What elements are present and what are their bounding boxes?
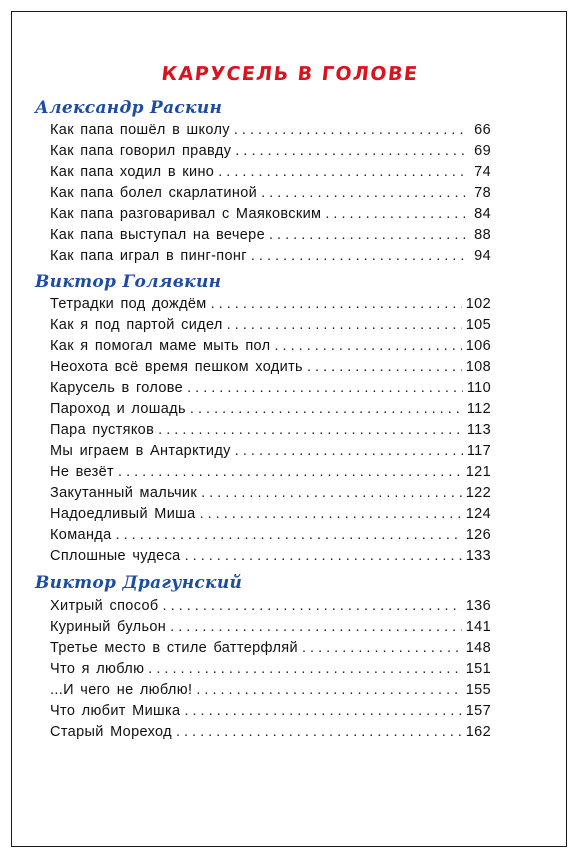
- toc-entry: [50, 141, 491, 161]
- toc-entry-title: Карусель в голове: [50, 380, 184, 396]
- dot-leader: [302, 638, 462, 658]
- toc-entry-page: 141: [465, 619, 491, 635]
- toc-entry-title: Как я под партой сидел: [50, 317, 223, 333]
- toc-entry-title: Не везёт: [50, 464, 115, 480]
- toc-entry-title: Пара пустяков: [50, 422, 155, 438]
- toc-entry-title: Пароход и лошадь: [50, 401, 186, 417]
- toc-entry: [50, 617, 491, 637]
- toc-entry: [50, 378, 491, 398]
- toc-entry-page: 74: [474, 164, 491, 180]
- toc-entry: [50, 722, 491, 742]
- toc-entry-title: Как папа пошёл в школу: [50, 122, 230, 138]
- toc-entry: [50, 183, 491, 203]
- toc-entry: [50, 525, 491, 545]
- toc-entry-page: 88: [474, 227, 491, 243]
- author-heading-raskin: Александр Раскин: [35, 98, 223, 118]
- toc-entry-title: Мы играем в Антарктиду: [50, 443, 231, 459]
- toc-entry: [50, 204, 491, 224]
- dot-leader: [158, 420, 463, 440]
- dot-leader: [116, 525, 462, 545]
- toc-entry: [50, 336, 491, 356]
- toc-entry-title: Что любит Мишка: [50, 703, 181, 719]
- dot-leader: [218, 162, 465, 182]
- dot-leader: [185, 546, 462, 566]
- toc-entry-page: 121: [465, 464, 491, 480]
- author-heading-dragunsky: Виктор Драгунский: [35, 573, 243, 593]
- toc-entry-page: 102: [465, 296, 491, 312]
- toc-entry-title: Сплошные чудеса: [50, 548, 181, 564]
- toc-entry-title: Надоедливый Миша: [50, 506, 196, 522]
- dot-leader: [235, 441, 463, 461]
- dot-leader: [170, 617, 462, 637]
- toc-entry: [50, 504, 491, 524]
- toc-entry: [50, 638, 491, 658]
- toc-entry-title: Команда: [50, 527, 112, 543]
- toc-entry-page: 148: [465, 640, 491, 656]
- toc-entry-page: 151: [465, 661, 491, 677]
- toc-entry-page: 110: [466, 380, 491, 396]
- toc-entry-title: Закутанный мальчик: [50, 485, 198, 501]
- toc-entry-page: 84: [474, 206, 491, 222]
- toc-entry-page: 124: [465, 506, 491, 522]
- toc-entry: [50, 246, 491, 266]
- dot-leader: [274, 336, 461, 356]
- toc-entry: [50, 225, 491, 245]
- dot-leader: [235, 141, 465, 161]
- toc-entry-title: Старый Мореход: [50, 724, 172, 740]
- toc-entry: [50, 546, 491, 566]
- toc-entry-page: 157: [465, 703, 491, 719]
- toc-entry-title: Как папа играл в пинг-понг: [50, 248, 247, 264]
- toc-entry-page: 155: [465, 682, 491, 698]
- dot-leader: [269, 225, 465, 245]
- dot-leader: [211, 294, 462, 314]
- toc-entry: [50, 162, 491, 182]
- dot-leader: [163, 596, 462, 616]
- toc-entry-page: 94: [474, 248, 491, 264]
- toc-entry: [50, 357, 491, 377]
- toc-entry-title: ...И чего не люблю!: [50, 682, 193, 698]
- toc-entry: [50, 483, 491, 503]
- dot-leader: [176, 722, 462, 742]
- toc-entry: [50, 680, 491, 700]
- toc-entry: [50, 462, 491, 482]
- dot-leader: [325, 204, 465, 224]
- toc-entry-page: 122: [465, 485, 491, 501]
- dot-leader: [187, 378, 463, 398]
- toc-entry-page: 105: [465, 317, 491, 333]
- dot-leader: [234, 120, 465, 140]
- toc-entry-title: Что я люблю: [50, 661, 145, 677]
- toc-entry: [50, 420, 491, 440]
- toc-entry-page: 113: [466, 422, 491, 438]
- dot-leader: [190, 399, 463, 419]
- toc-entry-page: 162: [465, 724, 491, 740]
- toc-entry: [50, 120, 491, 140]
- toc-entry-title: Хитрый способ: [50, 598, 159, 614]
- toc-entry-title: Как папа говорил правду: [50, 143, 232, 159]
- toc-entry-page: 136: [465, 598, 491, 614]
- toc-entry-title: Неохота всё время пешком ходить: [50, 359, 303, 375]
- toc-entry: [50, 659, 491, 679]
- toc-entry-title: Как папа выступал на вечере: [50, 227, 265, 243]
- dot-leader: [200, 504, 462, 524]
- toc-entry-title: Тетрадки под дождём: [50, 296, 207, 312]
- toc-entry-title: Как папа разговаривал с Маяковским: [50, 206, 322, 222]
- toc-entry-title: Куриный бульон: [50, 619, 167, 635]
- dot-leader: [184, 701, 461, 721]
- toc-entry: [50, 399, 491, 419]
- toc-entry-page: 133: [465, 548, 491, 564]
- toc-entry-title: Как папа болел скарлатиной: [50, 185, 258, 201]
- dot-leader: [227, 315, 462, 335]
- dot-leader: [261, 183, 465, 203]
- toc-entry-page: 106: [465, 338, 491, 354]
- toc-entry-page: 126: [465, 527, 491, 543]
- toc-entry: [50, 441, 491, 461]
- toc-entry-page: 108: [465, 359, 491, 375]
- toc-entry: [50, 294, 491, 314]
- toc-entry: [50, 701, 491, 721]
- toc-entry-page: 69: [474, 143, 491, 159]
- dot-leader: [251, 246, 465, 266]
- toc-entry-title: Как папа ходил в кино: [50, 164, 215, 180]
- dot-leader: [307, 357, 462, 377]
- dot-leader: [196, 680, 461, 700]
- toc-entry-page: 78: [474, 185, 491, 201]
- dot-leader: [201, 483, 462, 503]
- toc-entry: [50, 596, 491, 616]
- toc-entry-page: 112: [466, 401, 491, 417]
- toc-entry-page: 117: [466, 443, 491, 459]
- toc-entry-title: Как я помогал маме мыть пол: [50, 338, 271, 354]
- dot-leader: [148, 659, 461, 679]
- toc-entry-page: 66: [474, 122, 491, 138]
- book-title: КАРУСЕЛЬ В ГОЛОВЕ: [160, 63, 420, 85]
- author-heading-golyavkin: Виктор Голявкин: [35, 272, 222, 292]
- toc-entry: [50, 315, 491, 335]
- dot-leader: [118, 462, 462, 482]
- toc-entry-title: Третье место в стиле баттерфляй: [50, 640, 298, 656]
